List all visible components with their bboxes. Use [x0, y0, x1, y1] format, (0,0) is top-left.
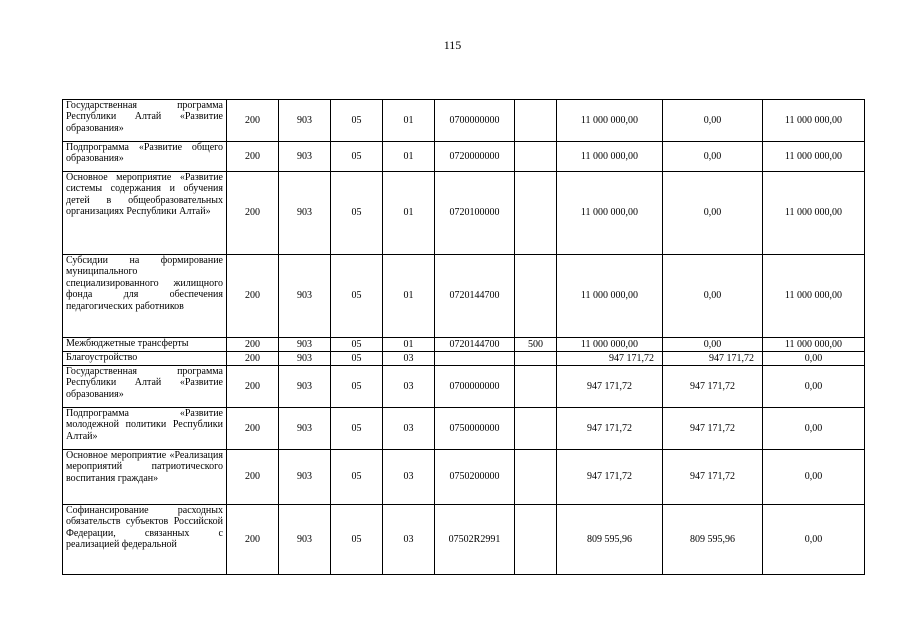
table-row: [63, 505, 865, 575]
row-amount-2: 11 000 000,00: [763, 172, 865, 255]
table-row: [63, 172, 865, 255]
table-row: [63, 366, 865, 408]
row-code-2: 903: [279, 172, 331, 255]
row-code-1: 200: [227, 366, 279, 408]
row-amount-2: 0,00: [763, 352, 865, 366]
row-expense-type: [515, 505, 557, 575]
row-name: Основное мероприятие «Реализация мероприятий патриотического воспитания граждан»: [63, 450, 227, 505]
row-code-3: 05: [331, 450, 383, 505]
row-code-2: 903: [279, 338, 331, 352]
row-code-4: 01: [383, 142, 435, 172]
row-amount-1: 947 171,72: [663, 450, 763, 505]
row-code-3: 05: [331, 338, 383, 352]
row-code-3: 05: [331, 172, 383, 255]
row-code-2: 903: [279, 142, 331, 172]
row-target-code: 0720100000: [435, 172, 515, 255]
row-amount-2: 0,00: [763, 450, 865, 505]
row-amount-1: 947 171,72: [663, 352, 763, 366]
row-name: Государственная программа Республики Алтай «Развитие образования»: [63, 366, 227, 408]
row-expense-type: [515, 352, 557, 366]
table-row: [63, 255, 865, 338]
row-code-3: 05: [331, 142, 383, 172]
row-target-code: 0720000000: [435, 142, 515, 172]
row-name: Субсидии на формирование муниципального специализированного жилищного фонда для обеспечения педагогических работников: [63, 255, 227, 338]
row-target-code: 0750000000: [435, 408, 515, 450]
row-amount-1: 947 171,72: [663, 366, 763, 408]
row-code-4: 03: [383, 505, 435, 575]
row-code-4: 03: [383, 352, 435, 366]
row-name: Подпрограмма «Развитие общего образования»: [63, 142, 227, 172]
row-amount-total: 947 171,72: [557, 352, 663, 366]
row-code-1: 200: [227, 338, 279, 352]
row-expense-type: [515, 142, 557, 172]
budget-table: [62, 99, 865, 575]
row-code-2: 903: [279, 352, 331, 366]
row-code-4: 03: [383, 366, 435, 408]
row-code-2: 903: [279, 450, 331, 505]
row-target-code: 07502R2991: [435, 505, 515, 575]
row-target-code: 0750200000: [435, 450, 515, 505]
row-target-code: 0700000000: [435, 100, 515, 142]
row-amount-2: 0,00: [763, 408, 865, 450]
row-code-1: 200: [227, 408, 279, 450]
row-amount-1: 809 595,96: [663, 505, 763, 575]
row-amount-total: 809 595,96: [557, 505, 663, 575]
row-amount-1: 0,00: [663, 100, 763, 142]
row-code-1: 200: [227, 352, 279, 366]
table-row: [63, 100, 865, 142]
row-code-3: 05: [331, 100, 383, 142]
row-code-2: 903: [279, 100, 331, 142]
row-code-4: 01: [383, 338, 435, 352]
row-name: Межбюджетные трансферты: [63, 338, 227, 352]
row-target-code: 0720144700: [435, 255, 515, 338]
row-amount-1: 0,00: [663, 142, 763, 172]
row-expense-type: [515, 366, 557, 408]
row-code-2: 903: [279, 255, 331, 338]
row-code-3: 05: [331, 366, 383, 408]
row-expense-type: 500: [515, 338, 557, 352]
row-amount-2: 0,00: [763, 366, 865, 408]
row-code-4: 01: [383, 172, 435, 255]
row-amount-total: 11 000 000,00: [557, 142, 663, 172]
row-amount-2: 11 000 000,00: [763, 100, 865, 142]
row-name: Государственная программа Республики Алтай «Развитие образования»: [63, 100, 227, 142]
page-number: 115: [443, 38, 462, 52]
row-code-1: 200: [227, 142, 279, 172]
row-target-code: [435, 352, 515, 366]
row-target-code: 0700000000: [435, 366, 515, 408]
row-expense-type: [515, 450, 557, 505]
row-expense-type: [515, 255, 557, 338]
row-code-4: 03: [383, 408, 435, 450]
row-amount-1: 0,00: [663, 172, 763, 255]
row-amount-2: 11 000 000,00: [763, 338, 865, 352]
row-amount-1: 0,00: [663, 255, 763, 338]
row-expense-type: [515, 172, 557, 255]
row-name: Софинансирование расходных обязательств субъектов Российской Федерации, связанных с реализацией федеральной: [63, 505, 227, 575]
row-code-4: 01: [383, 100, 435, 142]
row-name: Основное мероприятие «Развитие системы содержания и обучения детей в общеобразовательных организациях Республики Алтай»: [63, 172, 227, 255]
row-code-3: 05: [331, 352, 383, 366]
row-code-4: 01: [383, 255, 435, 338]
row-code-1: 200: [227, 450, 279, 505]
row-code-3: 05: [331, 505, 383, 575]
table-row: [63, 450, 865, 505]
row-amount-total: 11 000 000,00: [557, 255, 663, 338]
row-code-4: 03: [383, 450, 435, 505]
row-code-1: 200: [227, 100, 279, 142]
row-name: Подпрограмма «Развитие молодежной политики Республики Алтай»: [63, 408, 227, 450]
table-row: [63, 142, 865, 172]
row-amount-2: 11 000 000,00: [763, 255, 865, 338]
row-amount-2: 11 000 000,00: [763, 142, 865, 172]
row-expense-type: [515, 100, 557, 142]
table-row: [63, 408, 865, 450]
row-amount-1: 0,00: [663, 338, 763, 352]
row-code-3: 05: [331, 408, 383, 450]
row-code-1: 200: [227, 505, 279, 575]
row-code-1: 200: [227, 172, 279, 255]
row-amount-total: 11 000 000,00: [557, 100, 663, 142]
row-code-1: 200: [227, 255, 279, 338]
table-row: [63, 352, 865, 366]
row-amount-total: 11 000 000,00: [557, 172, 663, 255]
row-amount-total: 11 000 000,00: [557, 338, 663, 352]
row-amount-total: 947 171,72: [557, 450, 663, 505]
row-expense-type: [515, 408, 557, 450]
row-name: Благоустройство: [63, 352, 227, 366]
row-amount-total: 947 171,72: [557, 408, 663, 450]
row-code-3: 05: [331, 255, 383, 338]
table-row: [63, 338, 865, 352]
row-target-code: 0720144700: [435, 338, 515, 352]
row-code-2: 903: [279, 366, 331, 408]
row-code-2: 903: [279, 408, 331, 450]
row-amount-total: 947 171,72: [557, 366, 663, 408]
row-code-2: 903: [279, 505, 331, 575]
row-amount-1: 947 171,72: [663, 408, 763, 450]
row-amount-2: 0,00: [763, 505, 865, 575]
